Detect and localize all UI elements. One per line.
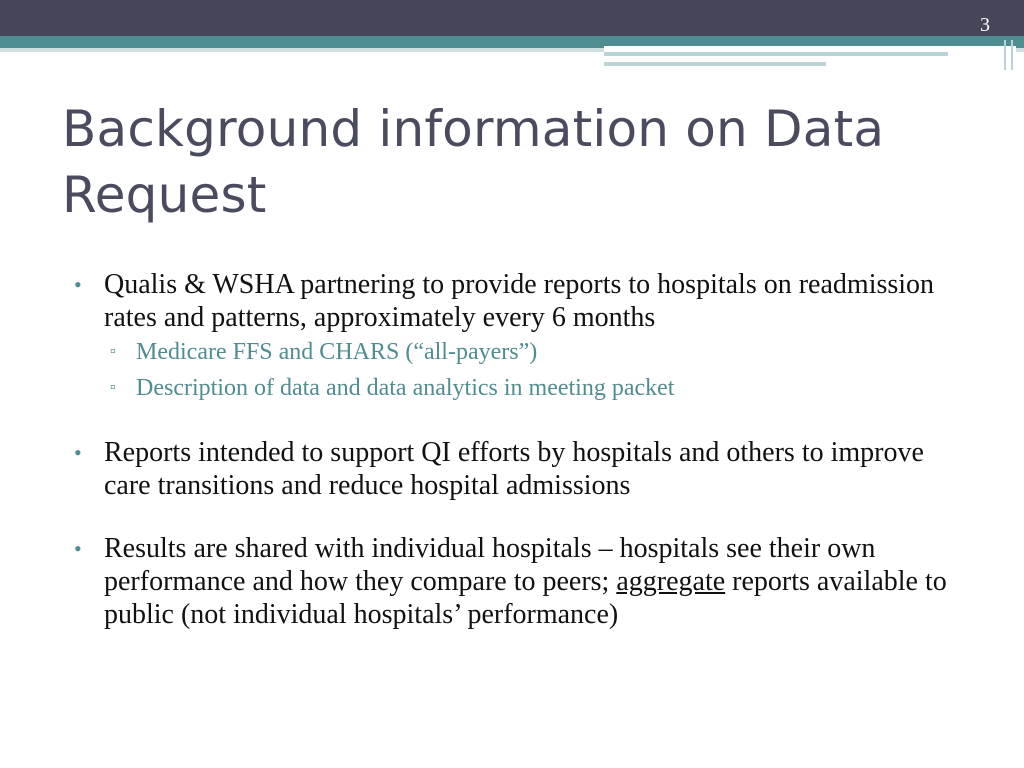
- bullet-item: [74, 532, 974, 631]
- header-decoration-line: [1011, 40, 1013, 70]
- bullet-text: Reports intended to support QI efforts by hospitals and others to improve care transitions and reduce hospital admissions: [104, 437, 924, 501]
- bullet-dot-icon: •: [74, 536, 82, 561]
- header-dark-band: [0, 0, 1024, 36]
- header-decoration-line: [604, 52, 948, 56]
- bullet-dot-icon: •: [74, 440, 82, 465]
- page-number: 3: [980, 14, 990, 36]
- underlined-word: aggregate: [616, 566, 726, 597]
- header-decoration-line: [604, 62, 826, 66]
- slide-content: [74, 268, 974, 631]
- bullet-text-part: reports available to public (not individual hospitals’ performance): [104, 566, 947, 630]
- sub-bullet-item: [74, 334, 974, 370]
- slide-title: Background information on Data Request: [62, 100, 885, 224]
- bullet-text: Qualis & WSHA partnering to provide reports to hospitals on readmission rates and patterns, approximately every 6 months: [104, 269, 935, 333]
- bullet-text: [104, 532, 974, 631]
- sub-bullet-item: [74, 370, 974, 406]
- sub-bullet-text: Medicare FFS and CHARS (“all-payers”): [136, 339, 538, 365]
- bullet-dot-icon: •: [74, 272, 82, 297]
- sub-bullet-text: Description of data and data analytics in meeting packet: [136, 375, 675, 401]
- header-decoration-box: [604, 46, 1016, 70]
- bullet-text-part: Results are shared with individual hospitals – hospitals see their own performance and how they compare to peers;: [104, 533, 876, 597]
- header-decoration-line: [1004, 40, 1006, 70]
- bullet-item: [74, 268, 974, 334]
- bullet-item: [74, 436, 974, 502]
- square-bullet-icon: ▫: [110, 343, 116, 360]
- square-bullet-icon: ▫: [110, 379, 116, 396]
